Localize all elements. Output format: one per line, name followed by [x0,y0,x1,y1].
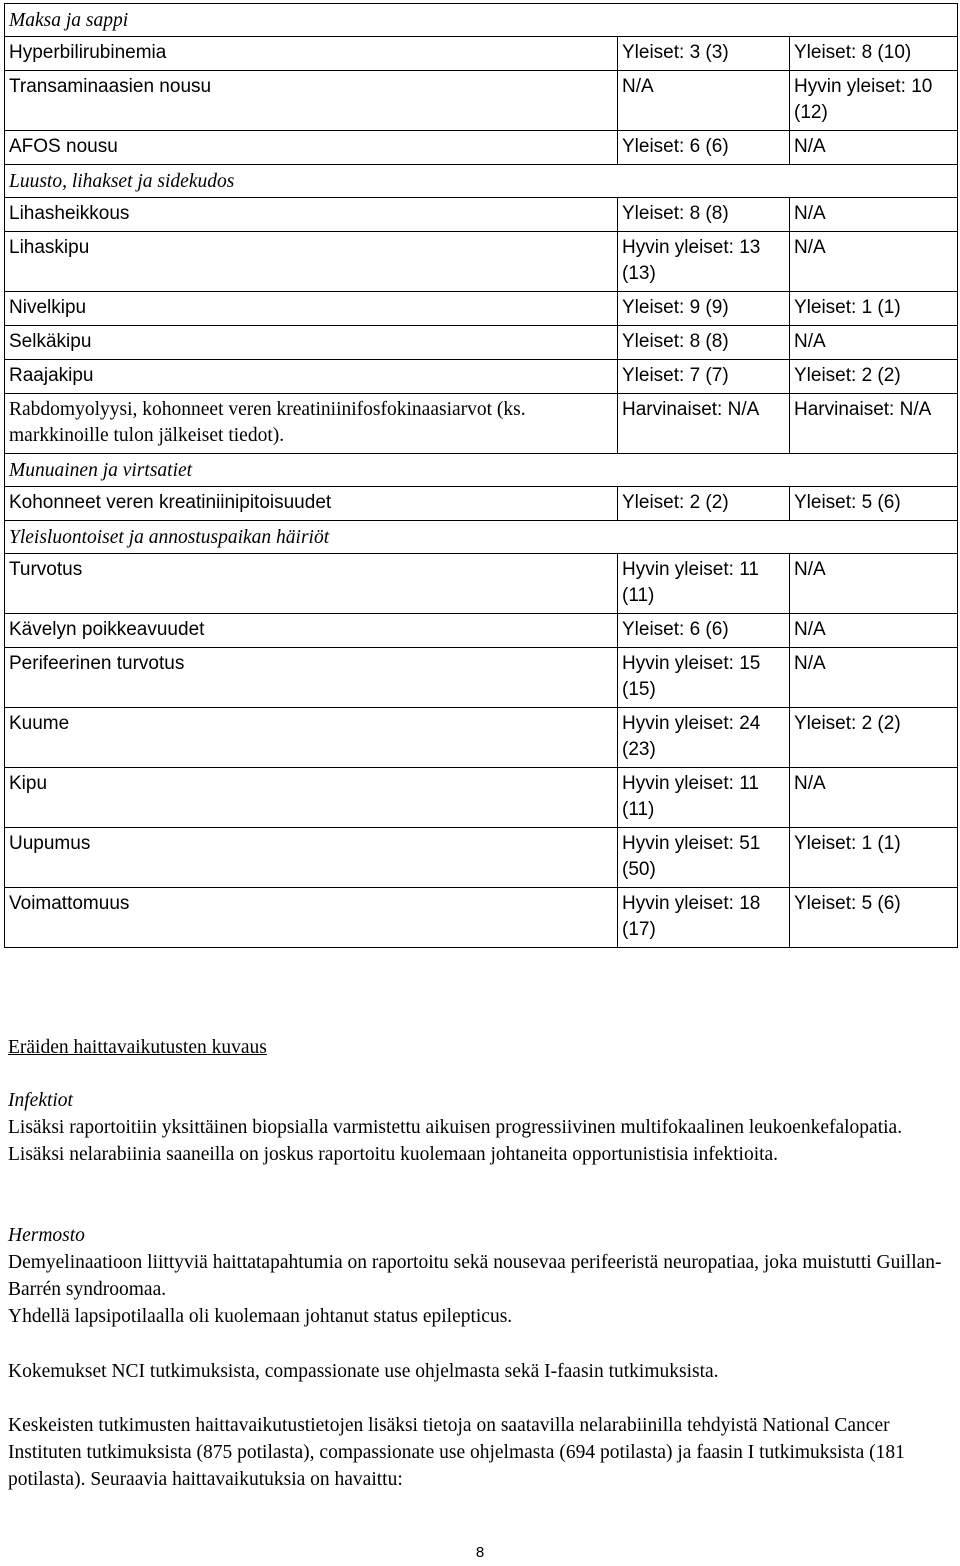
adverse-reaction-term: Selkäkipu [5,326,618,360]
frequency-cell-2: Yleiset: 1 (1) [790,292,958,326]
table-row [5,487,958,521]
description-section [8,1034,953,1061]
frequency-cell-1: Yleiset: 2 (2) [618,487,790,521]
nervous-system-section [8,1222,953,1330]
infections-paragraph-2: Lisäksi nelarabiinia saaneilla on joskus raportoitu kuolemaan johtaneita opportunistisia infektioita. [8,1144,779,1165]
adverse-reaction-term: Hyperbilirubinemia [5,37,618,71]
adverse-reaction-term: Rabdomyolyysi, kohonneet veren kreatiniinifosfokinaasiarvot (ks. markkinoille tulon jälkeiset tiedot). [5,394,618,454]
section-label: Yleisluontoiset ja annostuspaikan häiriöt [5,521,958,554]
adverse-reaction-term: Kipu [5,768,618,828]
key-studies-paragraph: Keskeisten tutkimusten haittavaikutustietojen lisäksi tietoja on saatavilla nelarabiinilla tehdyistä National Cancer Instituten tutkimuksista (875 potilasta), compassionate use ohjelmasta (694 potilasta) ja faasin I tutkimuksista (181 potilasta). Seuraavia haittavaikutuksia on havaittu: [8,1415,905,1490]
table-section-row [5,4,958,37]
frequency-cell-2: Hyvin yleiset: 10 (12) [790,71,958,131]
frequency-cell-1: Yleiset: 8 (8) [618,326,790,360]
section-label: Luusto, lihakset ja sidekudos [5,165,958,198]
frequency-cell-2: Yleiset: 2 (2) [790,360,958,394]
frequency-cell-2: N/A [790,232,958,292]
adverse-reaction-term: AFOS nousu [5,131,618,165]
frequency-cell-2: Yleiset: 5 (6) [790,487,958,521]
adverse-reaction-term: Lihaskipu [5,232,618,292]
frequency-cell-2: Yleiset: 5 (6) [790,888,958,948]
section-label: Munuainen ja virtsatiet [5,454,958,487]
table-row [5,232,958,292]
frequency-cell-1: Yleiset: 7 (7) [618,360,790,394]
frequency-cell-2: N/A [790,768,958,828]
frequency-cell-1: Hyvin yleiset: 51 (50) [618,828,790,888]
table-row [5,326,958,360]
frequency-cell-2: Yleiset: 2 (2) [790,708,958,768]
nervous-system-paragraph-1: Demyelinaatioon liittyviä haittatapahtumia on raportoitu sekä nousevaa perifeeristä neuropatiaa, joka muistutti Guillan-Barrén syndroomaa. [8,1252,942,1300]
frequency-cell-1: N/A [618,71,790,131]
adverse-reactions-table [4,3,958,948]
adverse-reaction-term: Transaminaasien nousu [5,71,618,131]
adverse-reaction-term: Nivelkipu [5,292,618,326]
frequency-cell-1: Yleiset: 8 (8) [618,198,790,232]
section-label: Maksa ja sappi [5,4,958,37]
adverse-reactions-table-body [5,4,958,948]
adverse-reaction-term: Turvotus [5,554,618,614]
infections-title: Infektiot [8,1090,73,1111]
frequency-cell-1: Hyvin yleiset: 15 (15) [618,648,790,708]
frequency-cell-2: N/A [790,131,958,165]
frequency-cell-1: Harvinaiset: N/A [618,394,790,454]
nci-experience-section [8,1358,953,1385]
table-row [5,37,958,71]
frequency-cell-2: N/A [790,614,958,648]
table-row [5,292,958,326]
frequency-cell-1: Yleiset: 9 (9) [618,292,790,326]
frequency-cell-2: N/A [790,554,958,614]
nervous-system-title: Hermosto [8,1225,85,1246]
table-row [5,888,958,948]
table-row [5,554,958,614]
key-studies-section [8,1412,953,1493]
frequency-cell-2: N/A [790,648,958,708]
table-row [5,648,958,708]
table-row [5,198,958,232]
table-section-row [5,521,958,554]
table-row [5,708,958,768]
adverse-reaction-term: Perifeerinen turvotus [5,648,618,708]
frequency-cell-2: N/A [790,326,958,360]
adverse-reaction-term: Uupumus [5,828,618,888]
frequency-cell-1: Hyvin yleiset: 11 (11) [618,554,790,614]
table-row [5,131,958,165]
nervous-system-paragraph-2: Yhdellä lapsipotilaalla oli kuolemaan johtanut status epilepticus. [8,1306,513,1327]
frequency-cell-2: Yleiset: 8 (10) [790,37,958,71]
nci-experience-paragraph: Kokemukset NCI tutkimuksista, compassionate use ohjelmasta sekä I-faasin tutkimuksista. [8,1361,719,1382]
table-section-row [5,454,958,487]
table-row [5,614,958,648]
table-row [5,71,958,131]
adverse-reaction-term: Kuume [5,708,618,768]
frequency-cell-1: Hyvin yleiset: 18 (17) [618,888,790,948]
frequency-cell-1: Hyvin yleiset: 13 (13) [618,232,790,292]
frequency-cell-2: Harvinaiset: N/A [790,394,958,454]
table-section-row [5,165,958,198]
frequency-cell-2: N/A [790,198,958,232]
adverse-reaction-term: Kävelyn poikkeavuudet [5,614,618,648]
table-row [5,828,958,888]
infections-section [8,1087,953,1168]
frequency-cell-1: Hyvin yleiset: 11 (11) [618,768,790,828]
frequency-cell-1: Yleiset: 6 (6) [618,614,790,648]
frequency-cell-2: Yleiset: 1 (1) [790,828,958,888]
adverse-reaction-term: Kohonneet veren kreatiniinipitoisuudet [5,487,618,521]
adverse-reaction-term: Voimattomuus [5,888,618,948]
frequency-cell-1: Yleiset: 3 (3) [618,37,790,71]
adverse-reaction-term: Lihasheikkous [5,198,618,232]
adverse-reaction-term: Raajakipu [5,360,618,394]
table-row [5,768,958,828]
page-number: 8 [475,1544,485,1561]
infections-paragraph-1: Lisäksi raportoitiin yksittäinen biopsialla varmistettu aikuisen progressiivinen multifokaalinen leukoenkefalopatia. [8,1117,903,1138]
frequency-cell-1: Hyvin yleiset: 24 (23) [618,708,790,768]
frequency-cell-1: Yleiset: 6 (6) [618,131,790,165]
section-heading: Eräiden haittavaikutusten kuvaus [8,1037,267,1058]
table-row [5,360,958,394]
table-row [5,394,958,454]
